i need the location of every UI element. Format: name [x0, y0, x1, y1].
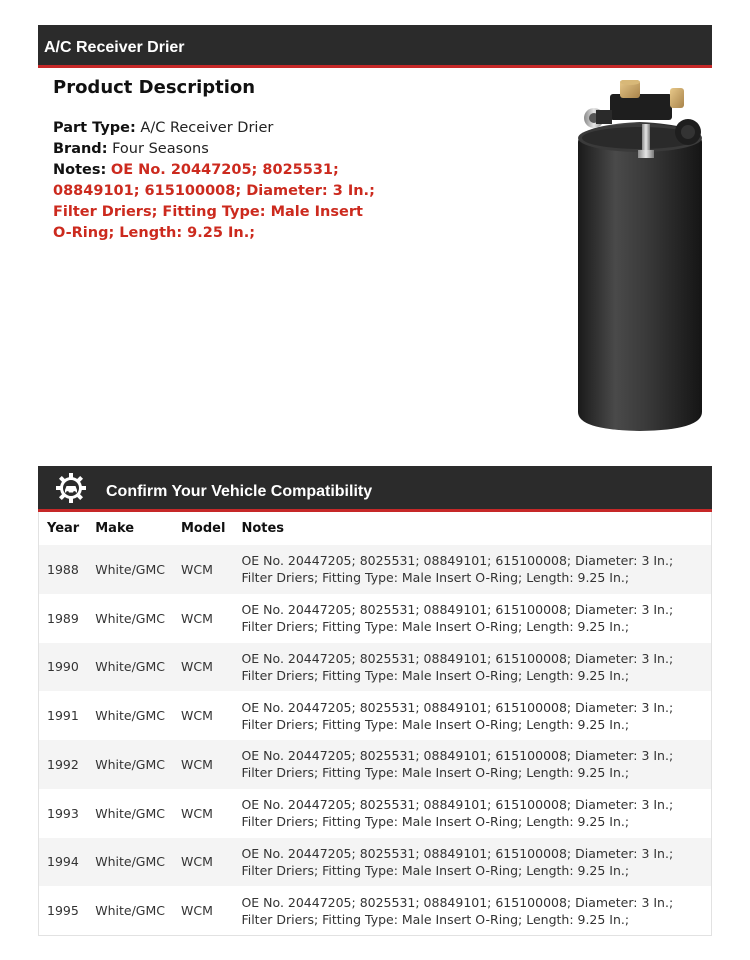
product-description: [53, 76, 383, 244]
part-type-line: [53, 118, 383, 139]
cell-model: WCM: [173, 594, 233, 643]
column-header-year: Year: [47, 521, 80, 536]
cell-year: 1989: [39, 594, 88, 643]
cell-year: 1994: [39, 838, 88, 887]
cell-model: WCM: [173, 545, 233, 594]
cell-model: WCM: [173, 789, 233, 838]
notes-value: OE No. 20447205; 8025531; 08849101; 615100008; Diameter: 3 In.; Filter Driers; Fitting Type: Male Insert O-Ring; Length: 9.25 In.;: [53, 162, 375, 241]
table-row: [39, 740, 712, 789]
cell-year: 1988: [39, 545, 88, 594]
cell-model: WCM: [173, 691, 233, 740]
cell-model: WCM: [173, 838, 233, 887]
notes-line: [53, 160, 383, 244]
cell-notes: OE No. 20447205; 8025531; 08849101; 615100008; Diameter: 3 In.; Filter Driers; Fitting Type: Male Insert O-Ring; Length: 9.25 In.;: [233, 789, 711, 838]
cell-make: White/GMC: [87, 838, 173, 887]
receiver-drier-image: [570, 80, 710, 432]
cell-make: White/GMC: [87, 789, 173, 838]
brand-value: Four Seasons: [112, 141, 209, 157]
cell-make: White/GMC: [87, 886, 173, 935]
cell-notes: OE No. 20447205; 8025531; 08849101; 615100008; Diameter: 3 In.; Filter Driers; Fitting Type: Male Insert O-Ring; Length: 9.25 In.;: [233, 545, 711, 594]
table-header-row: [39, 512, 712, 545]
cell-year: 1995: [39, 886, 88, 935]
cell-notes: OE No. 20447205; 8025531; 08849101; 615100008; Diameter: 3 In.; Filter Driers; Fitting Type: Male Insert O-Ring; Length: 9.25 In.;: [233, 643, 711, 692]
cell-model: WCM: [173, 643, 233, 692]
cell-notes: OE No. 20447205; 8025531; 08849101; 615100008; Diameter: 3 In.; Filter Driers; Fitting Type: Male Insert O-Ring; Length: 9.25 In.;: [233, 740, 711, 789]
cell-model: WCM: [173, 886, 233, 935]
cell-year: 1990: [39, 643, 88, 692]
cell-notes: OE No. 20447205; 8025531; 08849101; 615100008; Diameter: 3 In.; Filter Driers; Fitting Type: Male Insert O-Ring; Length: 9.25 In.;: [233, 594, 711, 643]
table-row: [39, 886, 712, 935]
brand-line: [53, 139, 383, 160]
compatibility-table: [38, 512, 712, 936]
part-type-value: A/C Receiver Drier: [140, 120, 274, 136]
column-header-model: Model: [181, 521, 226, 536]
cell-year: 1992: [39, 740, 88, 789]
notes-label: Notes:: [53, 162, 107, 178]
cell-notes: OE No. 20447205; 8025531; 08849101; 615100008; Diameter: 3 In.; Filter Driers; Fitting Type: Male Insert O-Ring; Length: 9.25 In.;: [233, 691, 711, 740]
table-row: [39, 691, 712, 740]
cell-make: White/GMC: [87, 643, 173, 692]
compatibility-title: Confirm Your Vehicle Compatibility: [106, 483, 373, 500]
page-title: A/C Receiver Drier: [44, 39, 185, 56]
cell-notes: OE No. 20447205; 8025531; 08849101; 615100008; Diameter: 3 In.; Filter Driers; Fitting Type: Male Insert O-Ring; Length: 9.25 In.;: [233, 838, 711, 887]
table-row: [39, 545, 712, 594]
cell-make: White/GMC: [87, 691, 173, 740]
cell-make: White/GMC: [87, 594, 173, 643]
part-type-label: Part Type:: [53, 120, 136, 136]
cell-notes: OE No. 20447205; 8025531; 08849101; 615100008; Diameter: 3 In.; Filter Driers; Fitting Type: Male Insert O-Ring; Length: 9.25 In.;: [233, 886, 711, 935]
compatibility-header: [38, 466, 712, 512]
cell-make: White/GMC: [87, 545, 173, 594]
table-row: [39, 838, 712, 887]
title-bar: [38, 25, 712, 68]
cell-year: 1993: [39, 789, 88, 838]
column-header-make: Make: [95, 521, 135, 536]
cell-model: WCM: [173, 740, 233, 789]
column-header-notes: Notes: [241, 521, 285, 536]
cell-year: 1991: [39, 691, 88, 740]
brand-label: Brand:: [53, 141, 108, 157]
table-row: [39, 789, 712, 838]
description-heading: Product Description: [53, 77, 256, 98]
table-row: [39, 643, 712, 692]
gear-car-icon: [55, 472, 87, 504]
cell-make: White/GMC: [87, 740, 173, 789]
table-row: [39, 594, 712, 643]
